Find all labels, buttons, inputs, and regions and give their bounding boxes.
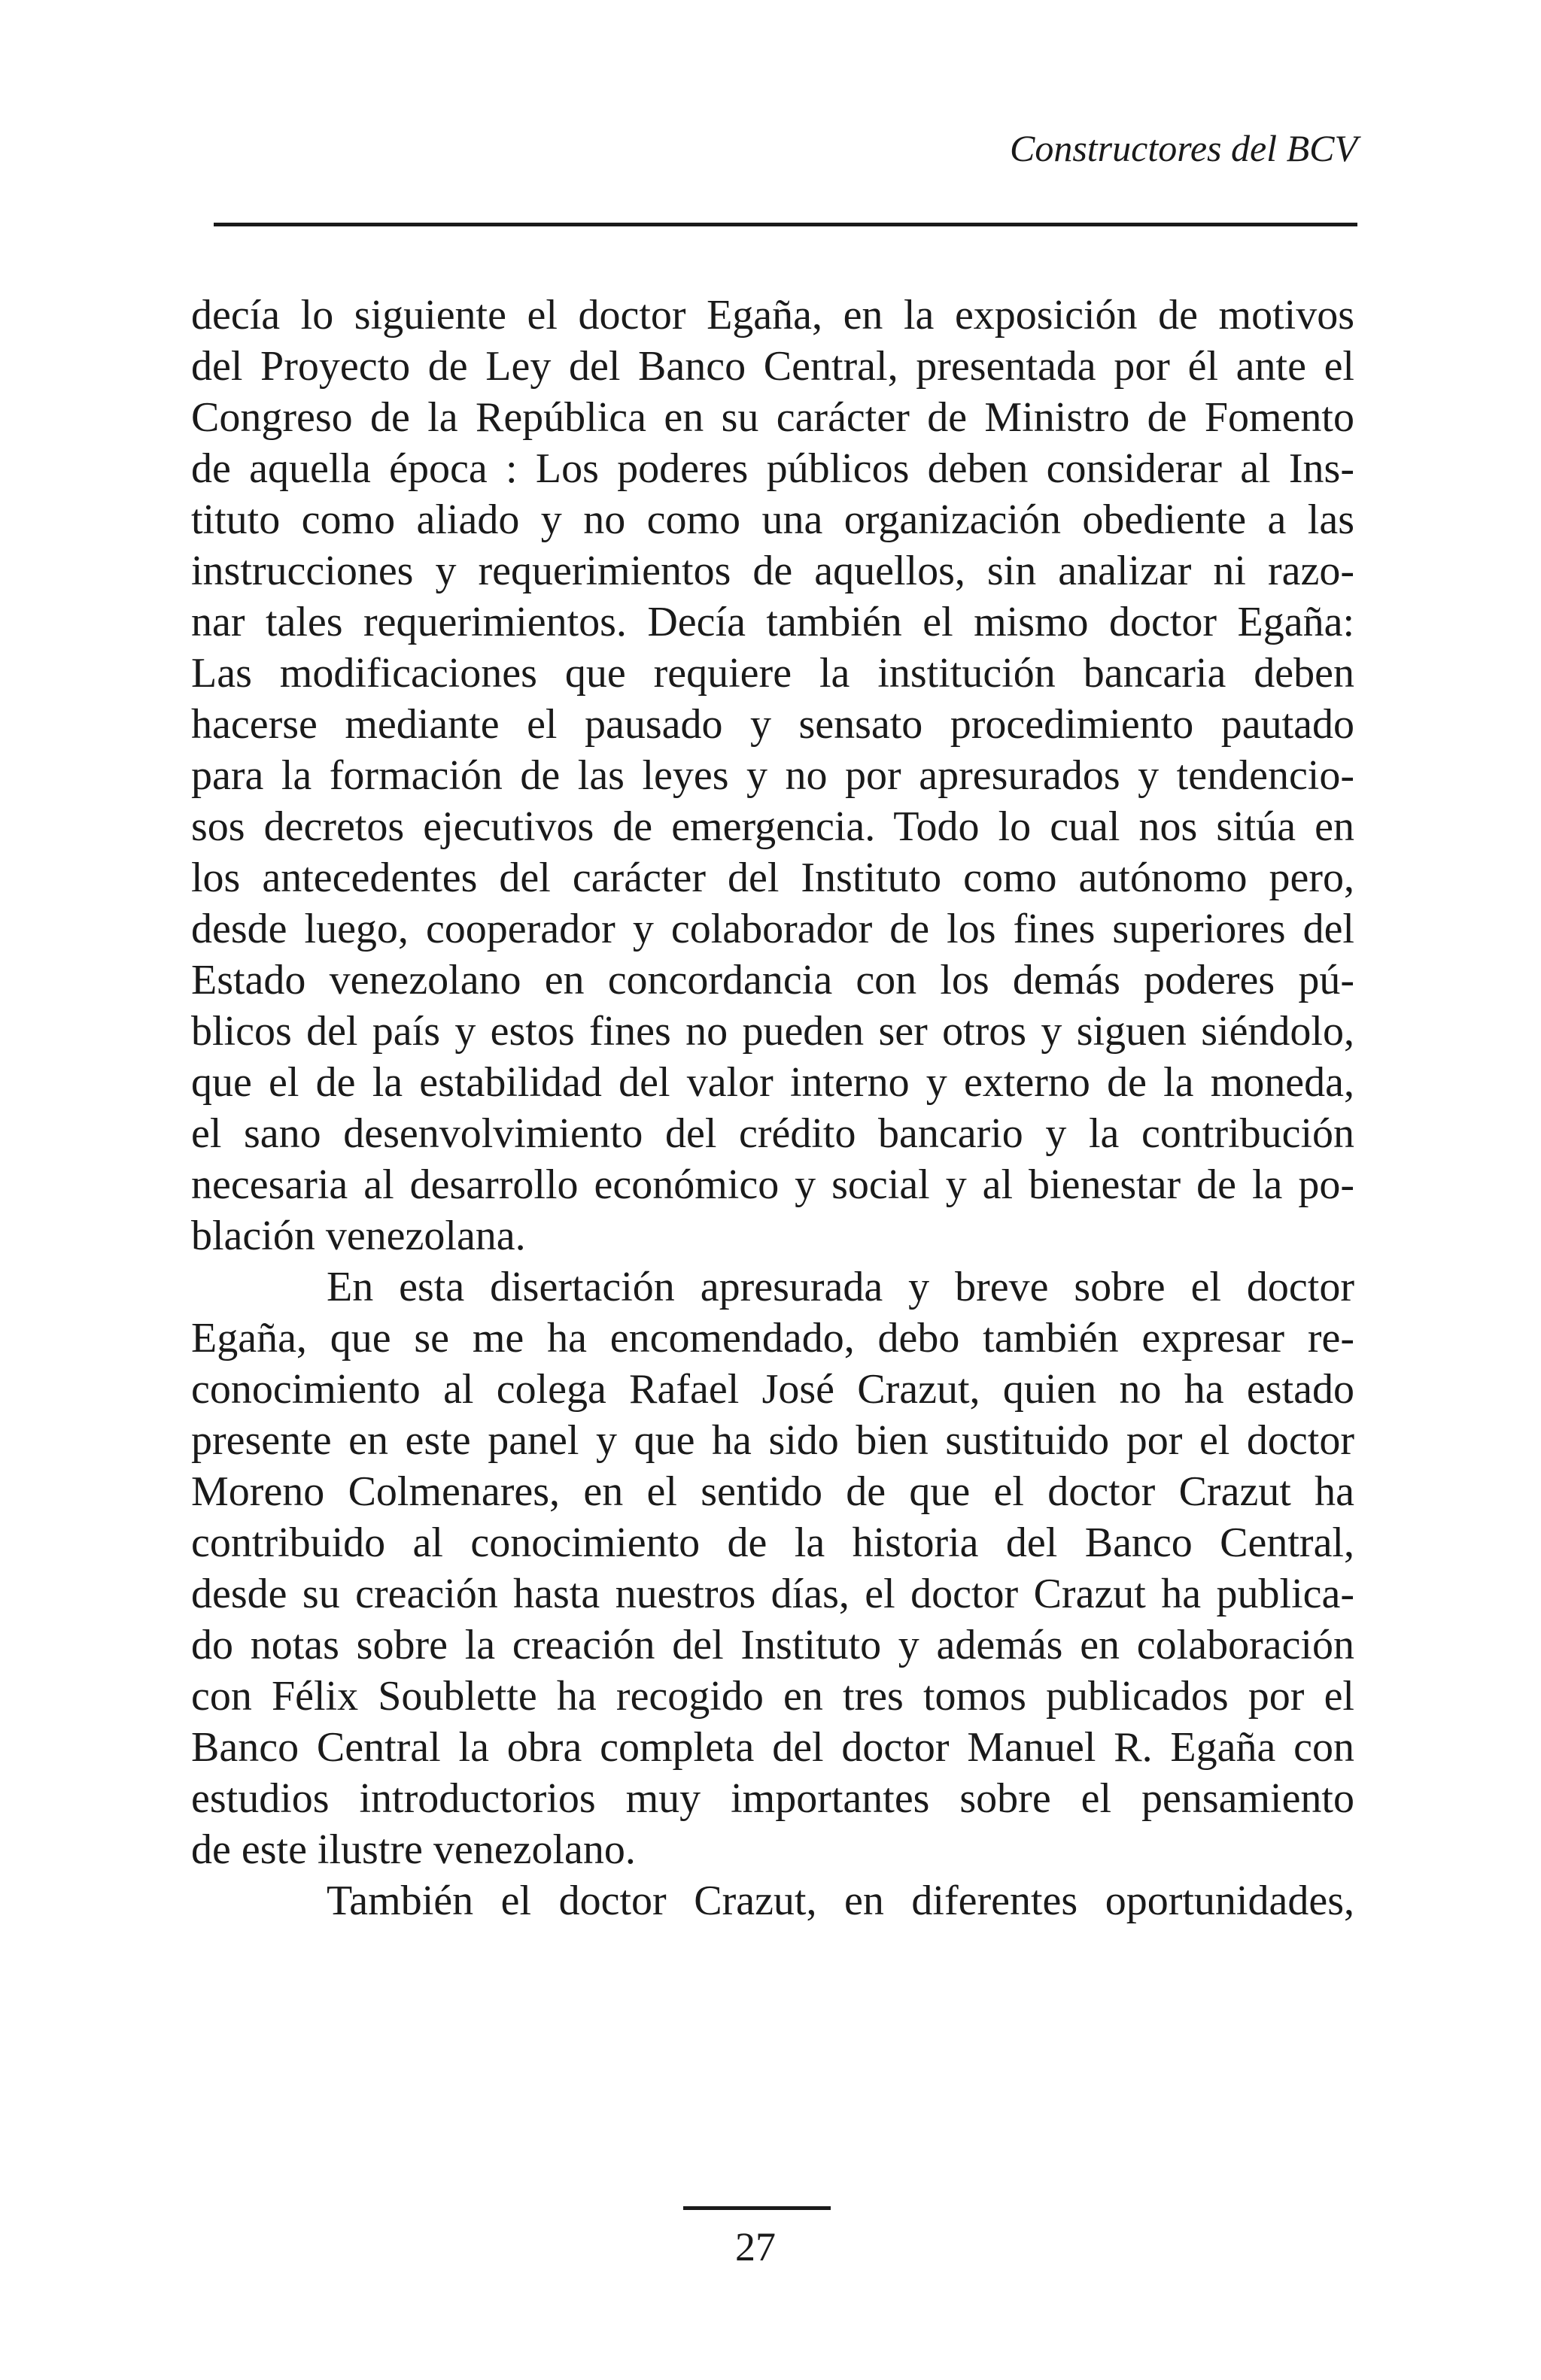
- text-line: do notas sobre la creación del Instituto y además en colaboración: [191, 1622, 1354, 1668]
- header-rule: [214, 223, 1357, 226]
- text-line: los antecedentes del carácter del Instituto como autónomo pero,: [191, 855, 1354, 901]
- text-line: de aquella época : Los poderes públicos deben considerar al Ins-: [191, 445, 1354, 492]
- text-line: En esta disertación apresurada y breve sobre el doctor: [327, 1264, 1354, 1310]
- text-line: blicos del país y estos fines no pueden ser otros y siguen siéndolo,: [191, 1008, 1354, 1055]
- text-line: conocimiento al colega Rafael José Crazut, quien no ha estado: [191, 1366, 1354, 1413]
- text-line: instrucciones y requerimientos de aquellos, sin analizar ni razo-: [191, 548, 1354, 594]
- footer-rule: [683, 2206, 831, 2210]
- text-line: tituto como aliado y no como una organización obediente a las: [191, 496, 1354, 543]
- text-line: de este ilustre venezolano.: [191, 1826, 636, 1873]
- text-line: contribuido al conocimiento de la historia del Banco Central,: [191, 1519, 1354, 1566]
- text-line: Banco Central la obra completa del doctor Manuel R. Egaña con: [191, 1724, 1354, 1771]
- page-number: 27: [735, 2224, 776, 2269]
- running-header: Constructores del BCV: [1009, 127, 1357, 169]
- body-text: [191, 290, 1354, 1926]
- text-line: Egaña, que se me ha encomendado, debo también expresar re-: [191, 1315, 1354, 1362]
- text-line: presente en este panel y que ha sido bien sustituido por el doctor: [191, 1417, 1354, 1464]
- text-line: Las modificaciones que requiere la institución bancaria deben: [191, 650, 1354, 697]
- text-line: el sano desenvolvimiento del crédito bancario y la contribución: [191, 1110, 1354, 1157]
- text-line: Moreno Colmenares, en el sentido de que el doctor Crazut ha: [191, 1468, 1354, 1515]
- text-line: nar tales requerimientos. Decía también el mismo doctor Egaña:: [191, 599, 1354, 645]
- text-line: del Proyecto de Ley del Banco Central, presentada por él ante el: [191, 343, 1354, 390]
- text-line: estudios introductorios muy importantes sobre el pensamiento: [191, 1775, 1354, 1822]
- text-line: sos decretos ejecutivos de emergencia. Todo lo cual nos sitúa en: [191, 803, 1354, 850]
- text-line: hacerse mediante el pausado y sensato procedimiento pautado: [191, 701, 1354, 748]
- text-line: con Félix Soublette ha recogido en tres tomos publicados por el: [191, 1673, 1354, 1720]
- text-line: Estado venezolano en concordancia con los demás poderes pú-: [191, 957, 1354, 1003]
- text-line: desde luego, cooperador y colaborador de los fines superiores del: [191, 906, 1354, 952]
- text-line: desde su creación hasta nuestros días, el doctor Crazut ha publica-: [191, 1571, 1354, 1617]
- text-line: También el doctor Crazut, en diferentes oportunidades,: [327, 1878, 1354, 1924]
- text-line: blación venezolana.: [191, 1213, 526, 1259]
- text-line: Congreso de la República en su carácter de Ministro de Fomento: [191, 394, 1354, 441]
- text-line: para la formación de las leyes y no por apresurados y tendencio-: [191, 752, 1354, 799]
- text-line: decía lo siguiente el doctor Egaña, en la exposición de motivos: [191, 292, 1354, 338]
- text-line: necesaria al desarrollo económico y social y al bienestar de la po-: [191, 1161, 1354, 1208]
- text-line: que el de la estabilidad del valor interno y externo de la moneda,: [191, 1059, 1354, 1106]
